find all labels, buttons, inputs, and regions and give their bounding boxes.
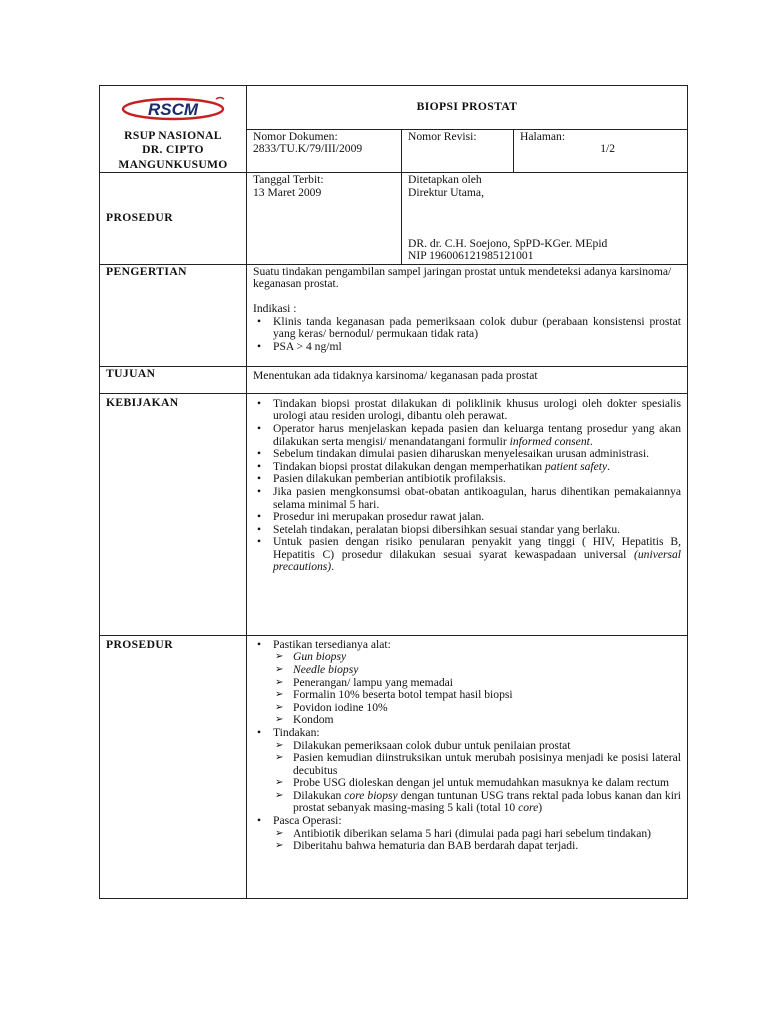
list-item: ➢ Needle biopsy — [293, 664, 681, 677]
hospital-identity-cell — [100, 86, 247, 173]
doc-number-label: Nomor Dokumen: — [253, 129, 338, 143]
list-item: ➢ Antibiotik diberikan selama 5 hari (dimulai pada pagi hari sebelum tindakan) — [293, 828, 681, 841]
list-item: • Untuk pasien dengan risiko penularan penyakit yang tinggi ( HIV, Hepatitis B, Hepatitis C) prosedur dilakukan sesuai syarat kewaspadaan universal (universal precautions). — [273, 536, 681, 574]
section-content-tujuan — [247, 366, 688, 393]
approved-by-label: Ditetapkan oleh — [408, 173, 482, 187]
list-item: • Setelah tindakan, peralatan biopsi dibersihkan sesuai standar yang berlaku. — [273, 524, 681, 537]
hospital-name-line-2: DR. CIPTO — [142, 143, 204, 157]
procedure-list — [253, 639, 681, 853]
list-item: ➢ Pasien kemudian diinstruksikan untuk merubah posisinya menjadi ke posisi lateral decubitus — [293, 752, 681, 777]
post-op-list — [273, 828, 681, 853]
issue-date-cell — [247, 173, 402, 264]
section-content-prosedur — [247, 635, 688, 898]
equipment-list — [273, 651, 681, 727]
list-item: • Pasien dilakukan pemberian antibiotik profilaksis. — [273, 473, 681, 486]
page-value: 1/2 — [600, 142, 616, 156]
list-item: ➢ Gun biopsy — [293, 651, 681, 664]
list-item: • Pasca Operasi: ➢ Antibiotik diberikan selama 5 hari (dimulai pada pagi hari sebelum tindakan) ➢ Diberitahu bahwa hematuria dan BAB berdarah dapat terjadi. — [273, 815, 681, 853]
logo-text: RSCM — [147, 100, 199, 119]
section-label-tujuan: TUJUAN — [100, 366, 247, 393]
procedure-header-label: PROSEDUR — [100, 173, 247, 264]
list-item: • Tindakan biopsi prostat dilakukan dengan memperhatikan patient safety. — [273, 461, 681, 474]
section-label-prosedur: PROSEDUR — [100, 635, 247, 898]
rscm-logo — [118, 92, 228, 124]
action-list — [273, 740, 681, 816]
sop-document — [99, 85, 687, 899]
document-title: BIOPSI PROSTAT — [247, 86, 688, 130]
doc-number-value: 2833/TU.K/79/III/2009 — [253, 142, 363, 156]
issue-date-value: 13 Maret 2009 — [253, 185, 322, 199]
list-item: ➢ Formalin 10% beserta botol tempat hasil biopsi — [293, 689, 681, 702]
policy-list — [253, 398, 681, 574]
list-item: • Tindakan biopsi prostat dilakukan di poliklinik khusus urologi oleh dokter spesialis urologi atau residen urologi, dibantu oleh perawat. — [273, 398, 681, 423]
doc-number-cell — [247, 129, 402, 173]
approval-cell — [402, 173, 688, 264]
revision-cell — [402, 129, 514, 173]
list-item: • Operator harus menjelaskan kepada pasien dan keluarga tentang prosedur yang akan dilakukan serta mengisi/ menandatangani formulir informed consent. — [273, 423, 681, 448]
list-item: • Jika pasien mengkonsumsi obat-obatan antikoagulan, harus dihentikan pemakaiannya selama minimal 5 hari. — [273, 486, 681, 511]
director-title: Direktur Utama, — [408, 185, 484, 199]
page-cell — [514, 129, 688, 173]
revision-label: Nomor Revisi: — [408, 129, 477, 143]
list-item: ➢ Dilakukan core biopsy dengan tuntunan USG trans rektal pada lobus kanan dan kiri prostat sebanyak masing-masing 5 kali (total 10 core) — [293, 790, 681, 815]
section-label-kebijakan: KEBIJAKAN — [100, 393, 247, 635]
signer-nip: NIP 196006121985121001 — [408, 249, 534, 263]
section-content-kebijakan — [247, 393, 688, 635]
purpose-text: Menentukan ada tidaknya karsinoma/ keganasan pada prostat — [253, 368, 538, 382]
section-content-pengertian — [247, 264, 688, 366]
indication-list — [253, 316, 681, 354]
list-item: • Sebelum tindakan dimulai pasien diharuskan menyelesaikan urusan administrasi. — [273, 448, 681, 461]
hospital-name-line-1: RSUP NASIONAL — [124, 128, 222, 142]
list-item: ➢ Povidon iodine 10% — [293, 702, 681, 715]
signer-name: DR. dr. C.H. Soejono, SpPD-KGer. MEpid — [408, 236, 608, 250]
list-item: • Klinis tanda keganasan pada pemeriksaan colok dubur (perabaan konsistensi prostat yang keras/ bernodul/ permukaan tidak rata) — [273, 316, 681, 341]
list-item: • Prosedur ini merupakan prosedur rawat jalan. — [273, 511, 681, 524]
section-label-pengertian: PENGERTIAN — [100, 264, 247, 366]
definition-text: Suatu tindakan pengambilan sampel jaringan prostat untuk mendeteksi adanya karsinoma/ keganasan prostat. — [253, 264, 672, 291]
list-item: • Pastikan tersedianya alat: ➢ Gun biopsy ➢ Needle biopsy ➢ Penerangan/ lampu yang memadai ➢ Formalin 10% beserta botol tempat hasil biopsi ➢ Povidon iodine 10% ➢ Kondom — [273, 639, 681, 727]
list-item: ➢ Probe USG dioleskan dengan jel untuk memudahkan masuknya ke dalam rectum — [293, 777, 681, 790]
list-item: ➢ Diberitahu bahwa hematuria dan BAB berdarah dapat terjadi. — [293, 840, 681, 853]
page-label: Halaman: — [520, 129, 566, 143]
list-item: • Tindakan: ➢ Dilakukan pemeriksaan colok dubur untuk penilaian prostat ➢ Pasien kemudian diinstruksikan untuk merubah posisinya menjadi ke posisi lateral decubitus ➢ Probe USG dioleskan dengan jel untuk memudahkan masuknya ke dalam rectum ➢ Dilakukan core biopsy dengan tuntunan USG trans rektal pada lobus kanan dan kiri prostat sebanyak masing-masing 5 kali (total 10 core) — [273, 727, 681, 815]
list-item: • PSA > 4 ng/ml — [273, 341, 681, 354]
list-item: ➢ Dilakukan pemeriksaan colok dubur untuk penilaian prostat — [293, 740, 681, 753]
list-item: ➢ Kondom — [293, 714, 681, 727]
hospital-name-line-3: MANGUNKUSUMO — [118, 157, 228, 171]
list-item: ➢ Penerangan/ lampu yang memadai — [293, 677, 681, 690]
sop-table — [99, 85, 688, 899]
indication-label: Indikasi : — [253, 301, 297, 315]
issue-date-label: Tanggal Terbit: — [253, 173, 324, 187]
